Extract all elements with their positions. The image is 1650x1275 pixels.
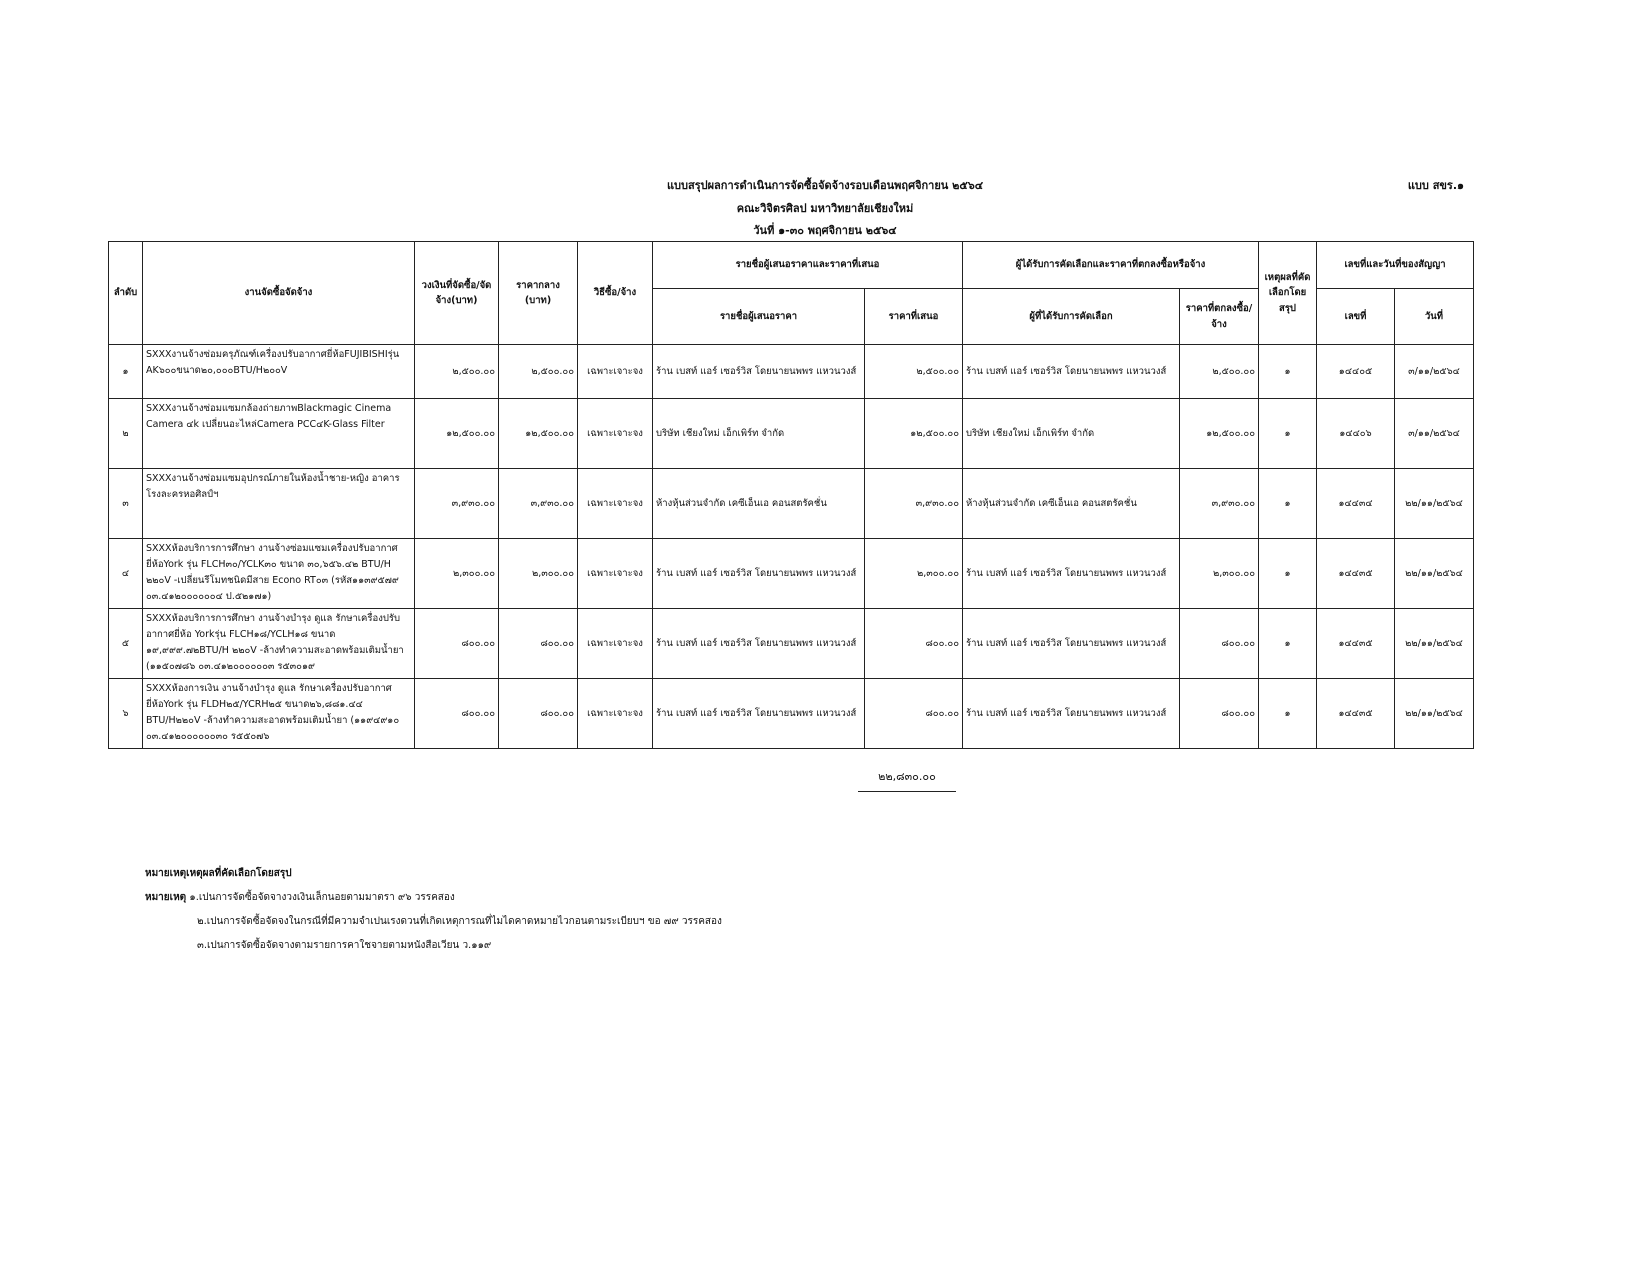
row-contract-no: ๑๔๔๐๕ bbox=[1317, 345, 1395, 399]
row-selected-name: บริษัท เชียงใหม่ เอ็กเพิร์ท จำกัด bbox=[963, 399, 1180, 469]
row-budget: ๒,๓๐๐.๐๐ bbox=[415, 539, 499, 609]
header-median-price: ราคากลาง (บาท) bbox=[499, 242, 578, 345]
row-bidder-name: ร้าน เบสท์ แอร์ เซอร์วิส โดยนายนพพร แหวนวงส์ bbox=[653, 345, 865, 399]
header-seq: ลำดับ bbox=[109, 242, 143, 345]
row-contract-date: ๓/๑๑/๒๕๖๔ bbox=[1395, 399, 1474, 469]
notes-line-3: ๓.เปนการจัดซื้อจัดจางตามรายการคาใชจายตามหนังสือเวียน ว.๑๑๙ bbox=[197, 940, 492, 951]
row-contract-no: ๑๔๔๐๖ bbox=[1317, 399, 1395, 469]
table-row bbox=[109, 609, 1474, 679]
row-budget: ๑๒,๕๐๐.๐๐ bbox=[415, 399, 499, 469]
row-reason: ๑ bbox=[1259, 609, 1317, 679]
header-bid-price: ราคาที่เสนอ bbox=[865, 289, 963, 345]
row-reason: ๑ bbox=[1259, 469, 1317, 539]
row-selected-name: ร้าน เบสท์ แอร์ เซอร์วิส โดยนายนพพร แหวนวงส์ bbox=[963, 679, 1180, 749]
row-contract-no: ๑๔๔๓๕ bbox=[1317, 609, 1395, 679]
row-bid-price: ๘๐๐.๐๐ bbox=[865, 679, 963, 749]
header-reason: เหตุผลที่คัดเลือกโดยสรุป bbox=[1259, 242, 1317, 345]
row-bidder-name: ร้าน เบสท์ แอร์ เซอร์วิส โดยนายนพพร แหวนวงส์ bbox=[653, 609, 865, 679]
row-bidder-name: ร้าน เบสท์ แอร์ เซอร์วิส โดยนายนพพร แหวนวงส์ bbox=[653, 679, 865, 749]
header-contract-group: เลขที่และวันที่ของสัญญา bbox=[1317, 242, 1474, 289]
form-code: แบบ สขร.๑ bbox=[1407, 179, 1464, 192]
row-seq: ๖ bbox=[109, 679, 143, 749]
row-method: เฉพาะเจาะจง bbox=[578, 609, 653, 679]
row-agreed-price: ๘๐๐.๐๐ bbox=[1180, 679, 1259, 749]
notes-text-1: ๑.เปนการจัดซื้อจัดจางวงเงินเล็กนอยตามมาตรา ๙๖ วรรคสอง bbox=[189, 892, 455, 903]
row-agreed-price: ๒,๓๐๐.๐๐ bbox=[1180, 539, 1259, 609]
row-median-price: ๓,๙๓๐.๐๐ bbox=[499, 469, 578, 539]
row-budget: ๘๐๐.๐๐ bbox=[415, 609, 499, 679]
row-median-price: ๑๒,๕๐๐.๐๐ bbox=[499, 399, 578, 469]
header-contract-date: วันที่ bbox=[1395, 289, 1474, 345]
row-bid-price: ๒,๓๐๐.๐๐ bbox=[865, 539, 963, 609]
row-bid-price: ๒,๕๐๐.๐๐ bbox=[865, 345, 963, 399]
header-bidder-name: รายชื่อผู้เสนอราคา bbox=[653, 289, 865, 345]
table-row bbox=[109, 469, 1474, 539]
row-selected-name: ห้างหุ้นส่วนจำกัด เคซีเอ็นเอ คอนสตรัคชั่น bbox=[963, 469, 1180, 539]
row-selected-name: ร้าน เบสท์ แอร์ เซอร์วิส โดยนายนพพร แหวนวงส์ bbox=[963, 539, 1180, 609]
row-budget: ๓,๙๓๐.๐๐ bbox=[415, 469, 499, 539]
table-row bbox=[109, 679, 1474, 749]
row-agreed-price: ๑๒,๕๐๐.๐๐ bbox=[1180, 399, 1259, 469]
row-bidder-name: บริษัท เชียงใหม่ เอ็กเพิร์ท จำกัด bbox=[653, 399, 865, 469]
row-contract-date: ๒๒/๑๑/๒๕๖๔ bbox=[1395, 609, 1474, 679]
row-method: เฉพาะเจาะจง bbox=[578, 539, 653, 609]
total-block bbox=[858, 767, 956, 792]
document-title: แบบสรุปผลการดำเนินการจัดซื้อจัดจ้างรอบเดือนพฤศจิกายน ๒๕๖๔ bbox=[666, 179, 984, 192]
notes-label: หมายเหตุ bbox=[145, 892, 187, 903]
row-work-description: SXXXห้องการเงิน งานจ้างบำรุง ดูแล รักษาเครื่องปรับอากาศยี่ห้อYork รุ่น FLDH๒๕/YCRH๒๕ ขนาด๒๖,๘๘๑.๔๔ BTU/H๒๒๐V -ล้างทำความสะอาดพร้อมเติมน้ำยา (๑๑๙๔๙๑๐ ๐๓.๔๑๒๐๐๐๐๐๐๓๐ ร๕๕๐๗๖ bbox=[143, 679, 415, 749]
table-row bbox=[109, 539, 1474, 609]
header-agreed-price: ราคาที่ตกลงซื้อ/จ้าง bbox=[1180, 289, 1259, 345]
header-contract-no: เลขที่ bbox=[1317, 289, 1395, 345]
document-date-range: วันที่ ๑-๓๐ พฤศจิกายน ๒๕๖๔ bbox=[753, 224, 897, 237]
row-agreed-price: ๒,๕๐๐.๐๐ bbox=[1180, 345, 1259, 399]
row-contract-no: ๑๔๔๓๕ bbox=[1317, 539, 1395, 609]
header-work: งานจัดซื้อจัดจ้าง bbox=[143, 242, 415, 345]
row-seq: ๕ bbox=[109, 609, 143, 679]
row-bidder-name: ห้างหุ้นส่วนจำกัด เคซีเอ็นเอ คอนสตรัคชั่น bbox=[653, 469, 865, 539]
row-median-price: ๘๐๐.๐๐ bbox=[499, 679, 578, 749]
header-budget: วงเงินที่จัดซื้อ/จัดจ้าง(บาท) bbox=[415, 242, 499, 345]
total-amount: ๒๒,๘๓๐.๐๐ bbox=[878, 770, 936, 783]
row-selected-name: ร้าน เบสท์ แอร์ เซอร์วิส โดยนายนพพร แหวนวงส์ bbox=[963, 345, 1180, 399]
row-seq: ๔ bbox=[109, 539, 143, 609]
row-reason: ๑ bbox=[1259, 345, 1317, 399]
row-method: เฉพาะเจาะจง bbox=[578, 679, 653, 749]
row-method: เฉพาะเจาะจง bbox=[578, 469, 653, 539]
row-median-price: ๒,๕๐๐.๐๐ bbox=[499, 345, 578, 399]
row-reason: ๑ bbox=[1259, 539, 1317, 609]
row-work-description: SXXXงานจ้างซ่อมครุภัณฑ์เครื่องปรับอากาศยี่ห้อFUJIBISHIรุ่น AK๖๐๐ขนาด๒๐,๐๐๐BTU/H๒๐๐V bbox=[143, 345, 415, 399]
header-method: วิธีซื้อ/จ้าง bbox=[578, 242, 653, 345]
row-selected-name: ร้าน เบสท์ แอร์ เซอร์วิส โดยนายนพพร แหวนวงส์ bbox=[963, 609, 1180, 679]
total-underline bbox=[858, 791, 956, 792]
row-bid-price: ๘๐๐.๐๐ bbox=[865, 609, 963, 679]
row-contract-date: ๒๒/๑๑/๒๕๖๔ bbox=[1395, 539, 1474, 609]
header-bidders-group: รายชื่อผู้เสนอราคาและราคาที่เสนอ bbox=[653, 242, 963, 289]
row-budget: ๒,๕๐๐.๐๐ bbox=[415, 345, 499, 399]
row-work-description: SXXXห้องบริการการศึกษา งานจ้างซ่อมแซมเครื่องปรับอากาศยี่ห้อYork รุ่น FLCH๓๐/YCLK๓๐ ขนาด ๓๐,๖๕๖.๔๒ BTU/H ๒๒๐V -เปลี่ยนรีโมทชนิดมีสาย Econo RT๐๓ (รหัส๑๑๓๙๕๗๙ ๐๓.๔๑๒๐๐๐๐๐๐๔ ป.๕๒๑๗๑) bbox=[143, 539, 415, 609]
row-bidder-name: ร้าน เบสท์ แอร์ เซอร์วิส โดยนายนพพร แหวนวงส์ bbox=[653, 539, 865, 609]
header-selected-group: ผู้ได้รับการคัดเลือกและราคาที่ตกลงซื้อหรือจ้าง bbox=[963, 242, 1259, 289]
row-work-description: SXXXงานจ้างซ่อมแซมอุปกรณ์ภายในห้องน้ำชาย-หญิง อาคารโรงละครหอศิลป์ฯ bbox=[143, 469, 415, 539]
row-reason: ๑ bbox=[1259, 679, 1317, 749]
row-contract-no: ๑๔๔๓๔ bbox=[1317, 469, 1395, 539]
row-contract-no: ๑๔๔๓๕ bbox=[1317, 679, 1395, 749]
row-agreed-price: ๓,๙๓๐.๐๐ bbox=[1180, 469, 1259, 539]
row-bid-price: ๑๒,๕๐๐.๐๐ bbox=[865, 399, 963, 469]
row-reason: ๑ bbox=[1259, 399, 1317, 469]
row-contract-date: ๒๒/๑๑/๒๕๖๔ bbox=[1395, 679, 1474, 749]
row-seq: ๒ bbox=[109, 399, 143, 469]
notes-line-1 bbox=[145, 886, 722, 910]
table-row bbox=[109, 345, 1474, 399]
row-budget: ๘๐๐.๐๐ bbox=[415, 679, 499, 749]
row-seq: ๓ bbox=[109, 469, 143, 539]
row-bid-price: ๓,๙๓๐.๐๐ bbox=[865, 469, 963, 539]
notes-heading: หมายเหตุเหตุผลที่คัดเลือกโดยสรุป bbox=[145, 868, 292, 879]
header-selected-name: ผู้ที่ได้รับการคัดเลือก bbox=[963, 289, 1180, 345]
document-subtitle-faculty: คณะวิจิตรศิลป มหาวิทยาลัยเชียงใหม่ bbox=[736, 202, 914, 215]
row-contract-date: ๓/๑๑/๒๕๖๔ bbox=[1395, 345, 1474, 399]
row-agreed-price: ๘๐๐.๐๐ bbox=[1180, 609, 1259, 679]
notes-section bbox=[145, 862, 722, 958]
procurement-table-body bbox=[109, 345, 1474, 749]
row-work-description: SXXXงานจ้างซ่อมแซมกล้องถ่ายภาพBlackmagic Cinema Camera ๔k เปลี่ยนอะไหล่Camera PCC๔K-Glass Filter bbox=[143, 399, 415, 469]
row-contract-date: ๒๒/๑๑/๒๕๖๔ bbox=[1395, 469, 1474, 539]
table-row bbox=[109, 399, 1474, 469]
notes-line-2: ๒.เปนการจัดซื้อจัดจงในกรณีที่มีความจำเปนเรงดวนที่เกิดเหตุการณที่ไมไดคาดหมายไวกอนตามระเบียบฯ ขอ ๗๙ วรรคสอง bbox=[197, 916, 722, 927]
row-method: เฉพาะเจาะจง bbox=[578, 345, 653, 399]
row-seq: ๑ bbox=[109, 345, 143, 399]
row-method: เฉพาะเจาะจง bbox=[578, 399, 653, 469]
row-work-description: SXXXห้องบริการการศึกษา งานจ้างบำรุง ดูแล รักษาเครื่องปรับอากาศยี่ห้อ Yorkรุ่น FLCH๑๘/YCLH๑๘ ขนาด ๑๙,๙๙๙.๗๒BTU/H ๒๒๐V -ล้างทำความสะอาดพร้อมเติมน้ำยา (๑๑๕๐๗๘๖ ๐๓.๔๑๒๐๐๐๐๐๐๓ ร๕๓๐๑๙ bbox=[143, 609, 415, 679]
row-median-price: ๒,๓๐๐.๐๐ bbox=[499, 539, 578, 609]
row-median-price: ๘๐๐.๐๐ bbox=[499, 609, 578, 679]
procurement-table bbox=[108, 241, 1474, 749]
